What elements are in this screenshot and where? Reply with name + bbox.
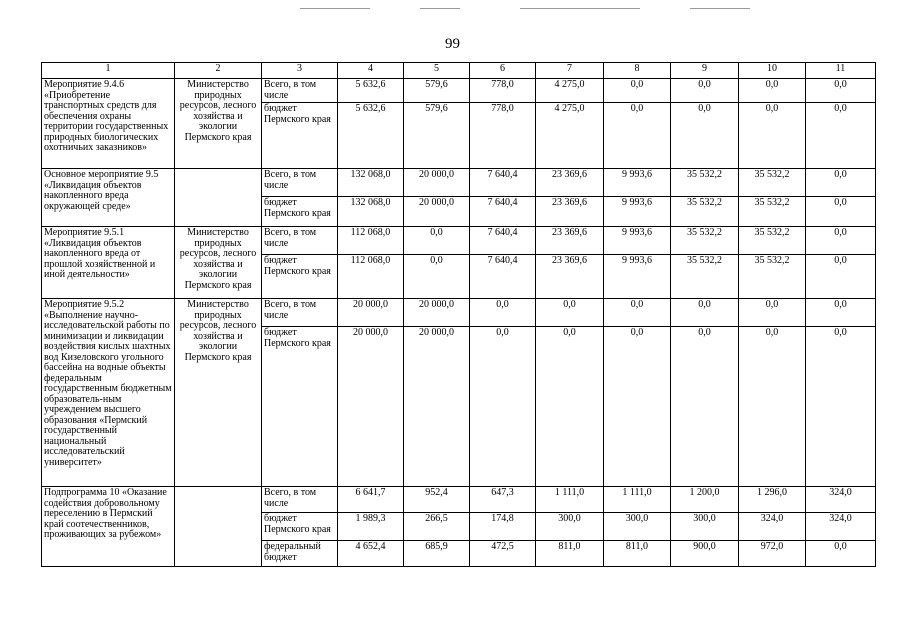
amount-cell: 0,0 [806,103,876,169]
amount-cell: 300,0 [671,513,739,541]
activity-name-cell: Мероприятие 9.4.6 «Приобретение транспортных средств для обеспечения охраны территории государственных природных биологических охотничьих заказников» [42,79,175,169]
activity-name-cell: Мероприятие 9.5.1 «Ликвидация объектов накопленного вреда от прошлой хозяйственной и иной деятельности» [42,227,175,299]
amount-cell: 7 640,4 [470,197,536,227]
amount-cell: 579,6 [404,79,470,103]
amount-cell: 0,0 [806,227,876,255]
executor-cell [175,487,262,567]
column-header: 6 [470,63,536,79]
column-header: 2 [175,63,262,79]
amount-cell: 35 532,2 [739,255,806,299]
amount-cell: 0,0 [806,197,876,227]
amount-cell: 35 532,2 [671,197,739,227]
amount-cell: 1 296,0 [739,487,806,513]
amount-cell: 300,0 [536,513,604,541]
column-header: 9 [671,63,739,79]
executor-cell: Министерство природных ресурсов, лесного хозяйства и экологии Пермского края [175,299,262,487]
amount-cell: 579,6 [404,103,470,169]
table-row [42,79,876,103]
amount-cell: 0,0 [470,327,536,487]
amount-cell: 112 068,0 [338,227,404,255]
amount-cell: 0,0 [404,227,470,255]
amount-cell: 4 652,4 [338,541,404,567]
activity-name-cell: Подпрограмма 10 «Оказание содействия добровольному переселению в Пермский край соотечественников, проживающих за рубежом» [42,487,175,567]
amount-cell: 1 200,0 [671,487,739,513]
amount-cell: 0,0 [806,327,876,487]
amount-cell: 324,0 [806,487,876,513]
amount-cell: 900,0 [671,541,739,567]
table-row [42,299,876,327]
amount-cell: 7 640,4 [470,255,536,299]
amount-cell: 20 000,0 [338,299,404,327]
amount-cell: 9 993,6 [604,197,671,227]
amount-cell: 0,0 [671,103,739,169]
amount-cell: 0,0 [806,255,876,299]
amount-cell: 0,0 [404,255,470,299]
funding-source-cell: бюджет Пермского края [262,197,338,227]
amount-cell: 324,0 [806,513,876,541]
amount-cell: 35 532,2 [739,169,806,197]
amount-cell: 0,0 [739,327,806,487]
column-header: 11 [806,63,876,79]
amount-cell: 0,0 [739,79,806,103]
amount-cell: 324,0 [739,513,806,541]
amount-cell: 0,0 [739,103,806,169]
amount-cell: 0,0 [806,169,876,197]
amount-cell: 174,8 [470,513,536,541]
executor-cell: Министерство природных ресурсов, лесного хозяйства и экологии Пермского края [175,79,262,169]
amount-cell: 0,0 [536,327,604,487]
funding-source-cell: бюджет Пермского края [262,255,338,299]
amount-cell: 0,0 [739,299,806,327]
amount-cell: 5 632,6 [338,103,404,169]
funding-source-cell: Всего, в том числе [262,487,338,513]
funding-source-cell: Всего, в том числе [262,169,338,197]
executor-cell [175,169,262,227]
table-body [42,79,876,567]
amount-cell: 0,0 [671,299,739,327]
column-header: 10 [739,63,806,79]
amount-cell: 952,4 [404,487,470,513]
amount-cell: 0,0 [604,299,671,327]
amount-cell: 20 000,0 [404,327,470,487]
amount-cell: 0,0 [806,79,876,103]
amount-cell: 0,0 [604,79,671,103]
amount-cell: 9 993,6 [604,255,671,299]
amount-cell: 35 532,2 [739,197,806,227]
amount-cell: 811,0 [536,541,604,567]
executor-cell: Министерство природных ресурсов, лесного хозяйства и экологии Пермского края [175,227,262,299]
amount-cell: 266,5 [404,513,470,541]
column-header: 4 [338,63,404,79]
amount-cell: 4 275,0 [536,79,604,103]
amount-cell: 1 989,3 [338,513,404,541]
column-header: 7 [536,63,604,79]
page-number: 99 [445,36,460,52]
funding-source-cell: бюджет Пермского края [262,327,338,487]
table-row [42,169,876,197]
amount-cell: 112 068,0 [338,255,404,299]
amount-cell: 647,3 [470,487,536,513]
amount-cell: 20 000,0 [338,327,404,487]
amount-cell: 35 532,2 [671,227,739,255]
amount-cell: 811,0 [604,541,671,567]
amount-cell: 0,0 [806,299,876,327]
amount-cell: 20 000,0 [404,169,470,197]
amount-cell: 0,0 [806,541,876,567]
amount-cell: 9 993,6 [604,169,671,197]
amount-cell: 6 641,7 [338,487,404,513]
amount-cell: 0,0 [604,327,671,487]
amount-cell: 1 111,0 [604,487,671,513]
activity-name-cell: Мероприятие 9.5.2 «Выполнение научно-исследовательской работы по минимизации и ликвидации воздействия кислых шахтных вод Кизеловского угольного бассейна на водные объекты федеральным государственным бюджетным образователь-ным учреждением высшего образования «Пермский государственный национальный исследовательский университет» [42,299,175,487]
table-row [42,487,876,513]
amount-cell: 7 640,4 [470,227,536,255]
column-header: 1 [42,63,175,79]
column-header: 3 [262,63,338,79]
amount-cell: 35 532,2 [671,255,739,299]
amount-cell: 35 532,2 [671,169,739,197]
amount-cell: 9 993,6 [604,227,671,255]
amount-cell: 472,5 [470,541,536,567]
amount-cell: 35 532,2 [739,227,806,255]
amount-cell: 0,0 [536,299,604,327]
amount-cell: 132 068,0 [338,197,404,227]
funding-source-cell: федеральный бюджет [262,541,338,567]
funding-source-cell: Всего, в том числе [262,79,338,103]
amount-cell: 23 369,6 [536,227,604,255]
amount-cell: 685,9 [404,541,470,567]
amount-cell: 20 000,0 [404,197,470,227]
funding-source-cell: бюджет Пермского края [262,103,338,169]
amount-cell: 0,0 [671,327,739,487]
amount-cell: 20 000,0 [404,299,470,327]
funding-source-cell: Всего, в том числе [262,299,338,327]
column-header: 5 [404,63,470,79]
amount-cell: 4 275,0 [536,103,604,169]
funding-source-cell: Всего, в том числе [262,227,338,255]
column-header: 8 [604,63,671,79]
amount-cell: 778,0 [470,103,536,169]
amount-cell: 23 369,6 [536,169,604,197]
amount-cell: 0,0 [470,299,536,327]
activity-name-cell: Основное мероприятие 9.5 «Ликвидация объектов накопленного вреда окружающей среде» [42,169,175,227]
amount-cell: 23 369,6 [536,197,604,227]
amount-cell: 132 068,0 [338,169,404,197]
amount-cell: 972,0 [739,541,806,567]
amount-cell: 1 111,0 [536,487,604,513]
amount-cell: 0,0 [671,79,739,103]
amount-cell: 300,0 [604,513,671,541]
amount-cell: 0,0 [604,103,671,169]
amount-cell: 5 632,6 [338,79,404,103]
budget-table [41,62,876,567]
table-row [42,227,876,255]
amount-cell: 23 369,6 [536,255,604,299]
amount-cell: 778,0 [470,79,536,103]
header-row [42,63,876,79]
funding-source-cell: бюджет Пермского края [262,513,338,541]
amount-cell: 7 640,4 [470,169,536,197]
